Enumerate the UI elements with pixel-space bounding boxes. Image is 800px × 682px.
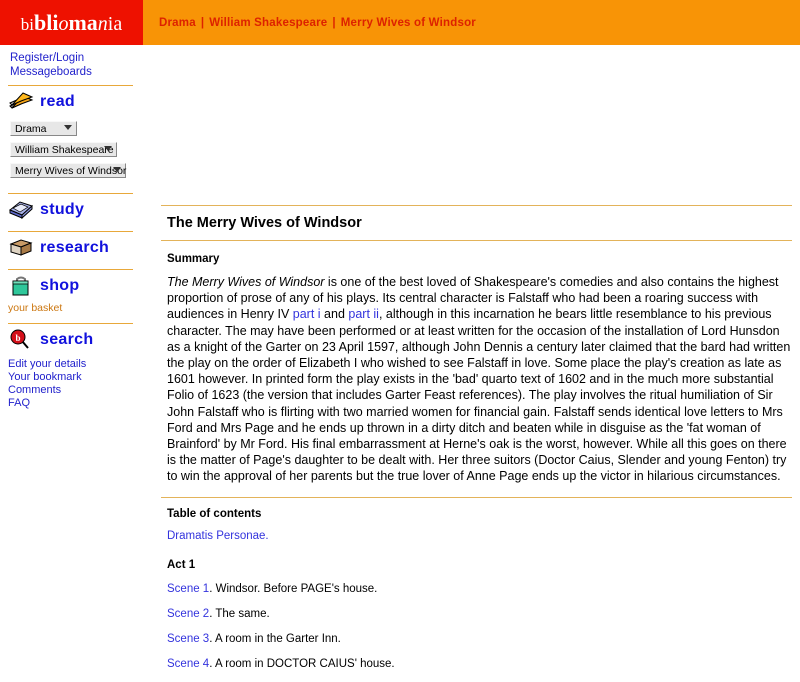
- sidebar-link-messageboards[interactable]: Messageboards: [10, 65, 92, 78]
- summary-title-italic: The Merry Wives of Windsor: [167, 275, 325, 289]
- logo-part-3: o: [58, 12, 69, 35]
- breadcrumb-item-author[interactable]: William Shakespeare: [209, 16, 328, 29]
- title-bottom-rule: [161, 240, 792, 241]
- logo-part-6: ia: [107, 12, 123, 35]
- logo-text: [20, 9, 123, 35]
- logo-part-4: ma: [68, 9, 98, 35]
- breadcrumb-separator: |: [332, 16, 336, 29]
- scene-row-2: [167, 607, 792, 621]
- link-scene-3[interactable]: Scene 3: [167, 632, 210, 645]
- sidebar-item-research[interactable]: [0, 232, 143, 263]
- sidebar-item-read[interactable]: [0, 86, 143, 117]
- logo-part-1: bi: [20, 14, 34, 34]
- sidebar-link-your-bookmark[interactable]: Your bookmark: [8, 371, 82, 383]
- sidebar-link-edit-your-details[interactable]: Edit your details: [8, 358, 87, 370]
- scene-row-1: [167, 582, 792, 596]
- sidebar-item-shop-label: shop: [40, 277, 80, 294]
- site-logo[interactable]: [0, 0, 143, 45]
- author-select-value: William Shakespeare: [15, 144, 114, 156]
- sidebar-item-search-label: search: [40, 331, 94, 348]
- summary-heading: Summary: [167, 253, 220, 265]
- link-scene-2[interactable]: Scene 2: [167, 607, 210, 620]
- open-book-icon: [8, 91, 34, 113]
- main-content: [143, 45, 800, 682]
- link-scene-1[interactable]: Scene 1: [167, 582, 210, 595]
- summary-text-3: , although in this incarnation he bears little resemblance to his previous character. The may have been performed or at least written for the occasion of the installation of Lord Hunsdon as a knight of the Garter on 23 April 1597, although John Dennis a century later claimed that the bard had written the play on the order of Elizabeth I who wished to see Falstaff in love. Some place the play's creation as late as 1601 however. In printed form the play exists in the 'bad' quarto text of 1602 and in the much more substantial Folio of 1623 (the version that includes Garter Feast references). The play involves the ritual humiliation of Sir John Falstaff who is flirting with two married women for financial gain. Falstaff sends identical love letters to Mrs Ford and Mrs Page and he ends up thrown in a dirty ditch and beaten while in disguise as the 'fat woman of Brainford' by Mr Ford. His final embarrassment at Herne's oak is the worst, however. While all this goes on there is the matter of Page's daughter to be dealt with. Her three suitors (Doctor Caius, Slender and young Fenton) try to win the approval of her parents but the true lover of Anne Page ends up the victor in hilarious circumstances.: [167, 307, 791, 484]
- chevron-down-icon: [64, 125, 72, 130]
- breadcrumb: [143, 0, 476, 45]
- link-part-i[interactable]: part i: [292, 307, 321, 322]
- sidebar-item-shop[interactable]: [0, 270, 143, 301]
- page-body: [0, 45, 800, 682]
- breadcrumb-separator: |: [200, 16, 205, 29]
- breadcrumb-item-drama[interactable]: Drama: [159, 16, 196, 29]
- brown-book-icon: [8, 237, 34, 259]
- logo-part-5: n: [97, 12, 108, 35]
- chevron-down-icon: [104, 146, 112, 151]
- site-header: [0, 0, 800, 45]
- link-scene-4[interactable]: Scene 4: [167, 657, 210, 670]
- logo-part-2: bli: [34, 9, 59, 35]
- category-select-value: Drama: [15, 123, 47, 135]
- toc-top-rule: [161, 497, 792, 498]
- page-title: The Merry Wives of Windsor: [167, 215, 362, 231]
- summary-paragraph: [167, 274, 792, 485]
- toc-heading: Table of contents: [167, 507, 262, 520]
- sidebar-top-links: [0, 52, 143, 79]
- scene-row-4: [167, 657, 792, 671]
- svg-text:b: b: [15, 333, 21, 343]
- summary-text-2: and: [320, 307, 349, 322]
- sidebar-selects: [0, 117, 143, 187]
- scene-3-description: . A room in the Garter Inn.: [209, 632, 341, 645]
- sidebar-item-research-label: research: [40, 239, 110, 256]
- chevron-down-icon: [113, 167, 121, 172]
- sidebar: [0, 45, 143, 410]
- sidebar-link-faq[interactable]: FAQ: [8, 397, 31, 409]
- basket-link[interactable]: your basket: [8, 302, 63, 314]
- sidebar-link-comments[interactable]: Comments: [8, 384, 62, 396]
- scene-2-description: . The same.: [209, 607, 270, 620]
- sidebar-item-read-label: read: [40, 93, 75, 110]
- breadcrumb-item-work[interactable]: Merry Wives of Windsor: [340, 16, 476, 29]
- scene-4-description: . A room in DOCTOR CAIUS' house.: [209, 657, 395, 670]
- scene-1-description: . Windsor. Before PAGE's house.: [209, 582, 378, 595]
- link-dramatis-personae[interactable]: Dramatis Personae.: [167, 529, 269, 542]
- work-select[interactable]: [10, 163, 126, 178]
- scene-row-3: [167, 632, 792, 646]
- summary-bottom-spacer: [161, 485, 792, 497]
- category-select[interactable]: [10, 121, 77, 136]
- title-top-rule: [161, 205, 792, 206]
- summary-text-1: is one of the best loved of Shakespeare's comedies and also contains the highest proportion of prose of any of his plays. Its central character is Falstaff who had been a roaring success with audiences in Henry IV: [167, 275, 779, 322]
- link-part-ii[interactable]: part ii: [348, 307, 379, 322]
- sidebar-bottom-links: [0, 355, 143, 410]
- sidebar-item-study-label: study: [40, 201, 85, 218]
- content-top-spacer: [161, 45, 792, 205]
- magnifier-icon: [8, 329, 34, 351]
- work-select-value: Merry Wives of Windsor: [15, 165, 127, 177]
- blue-books-icon: [8, 199, 34, 221]
- sidebar-item-study[interactable]: [0, 194, 143, 225]
- author-select[interactable]: [10, 142, 117, 157]
- shopping-bag-icon: [8, 275, 34, 297]
- sidebar-link-register-login[interactable]: Register/Login: [10, 52, 85, 64]
- act-heading: Act 1: [167, 558, 196, 571]
- toc-dramatis-row: [167, 529, 792, 543]
- sidebar-item-search[interactable]: [0, 324, 143, 355]
